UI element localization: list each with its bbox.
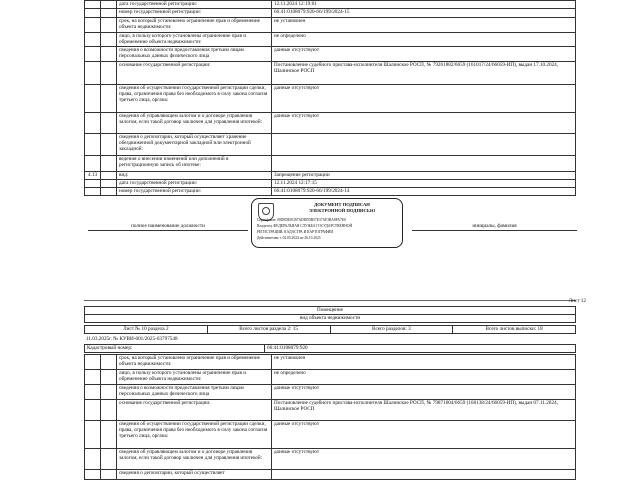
table-row (85, 47, 576, 62)
extract-id: 11.03.2025г. № КУВИ-001/2025-63797548 (86, 336, 178, 342)
cadastral-number: 66:41:0108079:920 (265, 345, 576, 353)
table-row (85, 400, 576, 421)
row-label: срок, на который установлено ограничение прав и обременение объекта недвижимости: (117, 18, 272, 33)
row-label: дата государственной регистрации: (117, 180, 272, 188)
row-label: сведения о возможности предоставления третьим лицам персональных данных физического лица (117, 385, 272, 400)
stamp-owner-continued: РЕГИСТРАЦИИ, КАДАСТРА И КАРТОГРАФИИ (257, 230, 333, 234)
row-label: номер государственной регистрации: (117, 188, 272, 196)
total-sections: Всего разделов: 3 (330, 326, 453, 334)
table-row (85, 33, 576, 47)
row-label: лицо, в пользу которого установлены ограничение прав и обременение объекта недвижимости: (117, 33, 272, 47)
table-row (85, 18, 576, 33)
stamp-certificate: Сертификат: 00DFDE0CB7ADDD5B57E37AF3BA8FA7E0 (257, 218, 346, 222)
cadastral-table (84, 344, 576, 353)
row-label: номер государственной регистрации: (117, 9, 272, 18)
table-row (85, 113, 576, 134)
object-header-table (84, 306, 576, 323)
stamp-owner: Владелец: ФЕДЕРАЛЬНАЯ СЛУЖБА ГОСУДАРСТВЕННОЙ (257, 224, 353, 228)
row-value: данные отсутствуют (272, 113, 576, 134)
sheet-number: Лист 12 (568, 298, 586, 304)
table-row (85, 1, 576, 9)
row-label: сведения об управляющем залогом и о договоре управления залогом, если такой договор заключен для управления ипотекой: (117, 113, 272, 134)
row-label: сведения об осуществлении государственной регистрации сделки, права, ограничения права без необходимого в силу закона согласия третьего лица, органа: (117, 85, 272, 113)
row-label: вид: (117, 172, 272, 180)
row-value: не установлен (272, 18, 576, 33)
row-value (272, 470, 576, 480)
row-label: основание государственной регистрации: (117, 62, 272, 85)
total-sheets-extract: Всего листов выписки: 18 (453, 326, 576, 334)
name-caption: инициалы, фамилия (472, 223, 517, 229)
row-value: данные отсутствуют (272, 449, 576, 470)
row-label: сведения о депозитарии, который осуществляет (117, 470, 272, 480)
row-label: срок, на который установлено ограничение прав и обременение объекта недвижимости: (117, 355, 272, 370)
row-value: не определено (272, 370, 576, 385)
sheet-meta-table (84, 325, 576, 334)
row-value: 12.11.2024 12:19:01 (272, 1, 576, 9)
row-value: данные отсутствуют (272, 421, 576, 449)
row-value: данные отсутствуют (272, 385, 576, 400)
item-number: 4.13 (85, 172, 101, 180)
signature-line-right (412, 230, 577, 231)
row-label: сведения об осуществлении государственной регистрации сделки, права, ограничения права без необходимого в силу закона согласия третьего лица, органа: (117, 421, 272, 449)
table-row (85, 180, 576, 188)
stamp-validity: Действителен: с 02.05.2024 по 26.10.2025 (257, 236, 321, 240)
table-row (85, 134, 576, 156)
position-caption: полное наименование должности (131, 223, 205, 229)
table-row (85, 470, 576, 480)
table-row (85, 188, 576, 196)
page-divider (84, 300, 576, 301)
total-sheets-section: Всего листов раздела 2: 15 (207, 326, 330, 334)
stamp-subtitle: ЭЛЕКТРОННОЙ ПОДПИСЬЮ (308, 208, 376, 213)
row-value: Запрещение регистрации (272, 172, 576, 180)
signature-line-left (88, 230, 248, 231)
row-value: Постановление судебного пристава-исполнителя Шалинское РОСП, № 79261882/6659 (161017/24/66059-ИП), выдан 17.10.2024, Шалинское РОСП (272, 62, 576, 85)
row-value: 66:41:0108079:920-66/199/2024-15 (272, 9, 576, 18)
table-row (85, 421, 576, 449)
table-row (85, 355, 576, 370)
row-label: сведения об управляющем залогом и о договоре управления залогом, если такой договор заключен для управления ипотекой: (117, 449, 272, 470)
table-row (85, 85, 576, 113)
encumbrance-table-top (84, 0, 576, 196)
electronic-signature-stamp (251, 198, 403, 248)
table-row (85, 385, 576, 400)
row-label: основание государственной регистрации: (117, 400, 272, 421)
table-row (85, 172, 576, 180)
row-value (272, 134, 576, 156)
row-value (272, 156, 576, 172)
row-label: дата государственной регистрации: (117, 1, 272, 9)
encumbrance-table-bottom (84, 354, 576, 480)
cadastral-label: Кадастровый номер: (85, 345, 265, 353)
row-label: лицо, в пользу которого установлены ограничение прав и обременение объекта недвижимости: (117, 370, 272, 385)
table-row (85, 370, 576, 385)
object-type-caption: вид объекта недвижимости (85, 315, 576, 323)
row-value: данные отсутствуют (272, 85, 576, 113)
row-value: данные отсутствуют (272, 47, 576, 62)
stamp-title: ДОКУМЕНТ ПОДПИСАН (314, 202, 370, 207)
table-row (85, 62, 576, 85)
row-value: не установлен (272, 355, 576, 370)
row-value: не определено (272, 33, 576, 47)
table-row (85, 9, 576, 18)
row-value: 66:41:0108079:920-66/199/2024-14 (272, 188, 576, 196)
row-value: 12.11.2024 12:17:15 (272, 180, 576, 188)
row-label: сведения о возможности предоставления третьим лицам персональных данных физического лица (117, 47, 272, 62)
row-label: ведения о внесении изменений или дополнений в регистрационную запись об ипотеке: (117, 156, 272, 172)
object-type: Помещение (85, 307, 576, 315)
table-row (85, 449, 576, 470)
table-row (85, 156, 576, 172)
row-label: сведения о депозитарии, который осуществляет хранение обездвиженной документарной закладной или электронной закладной: (117, 134, 272, 156)
sheet-section: Лист № 10 раздела 2 (85, 326, 208, 334)
row-value: Постановление судебного пристава-исполнителя Шалинское РОСП, № 79871004/6659 (168138/24/66059-ИП), выдан 07.11.2024, Шалинское РОСП (272, 400, 576, 421)
